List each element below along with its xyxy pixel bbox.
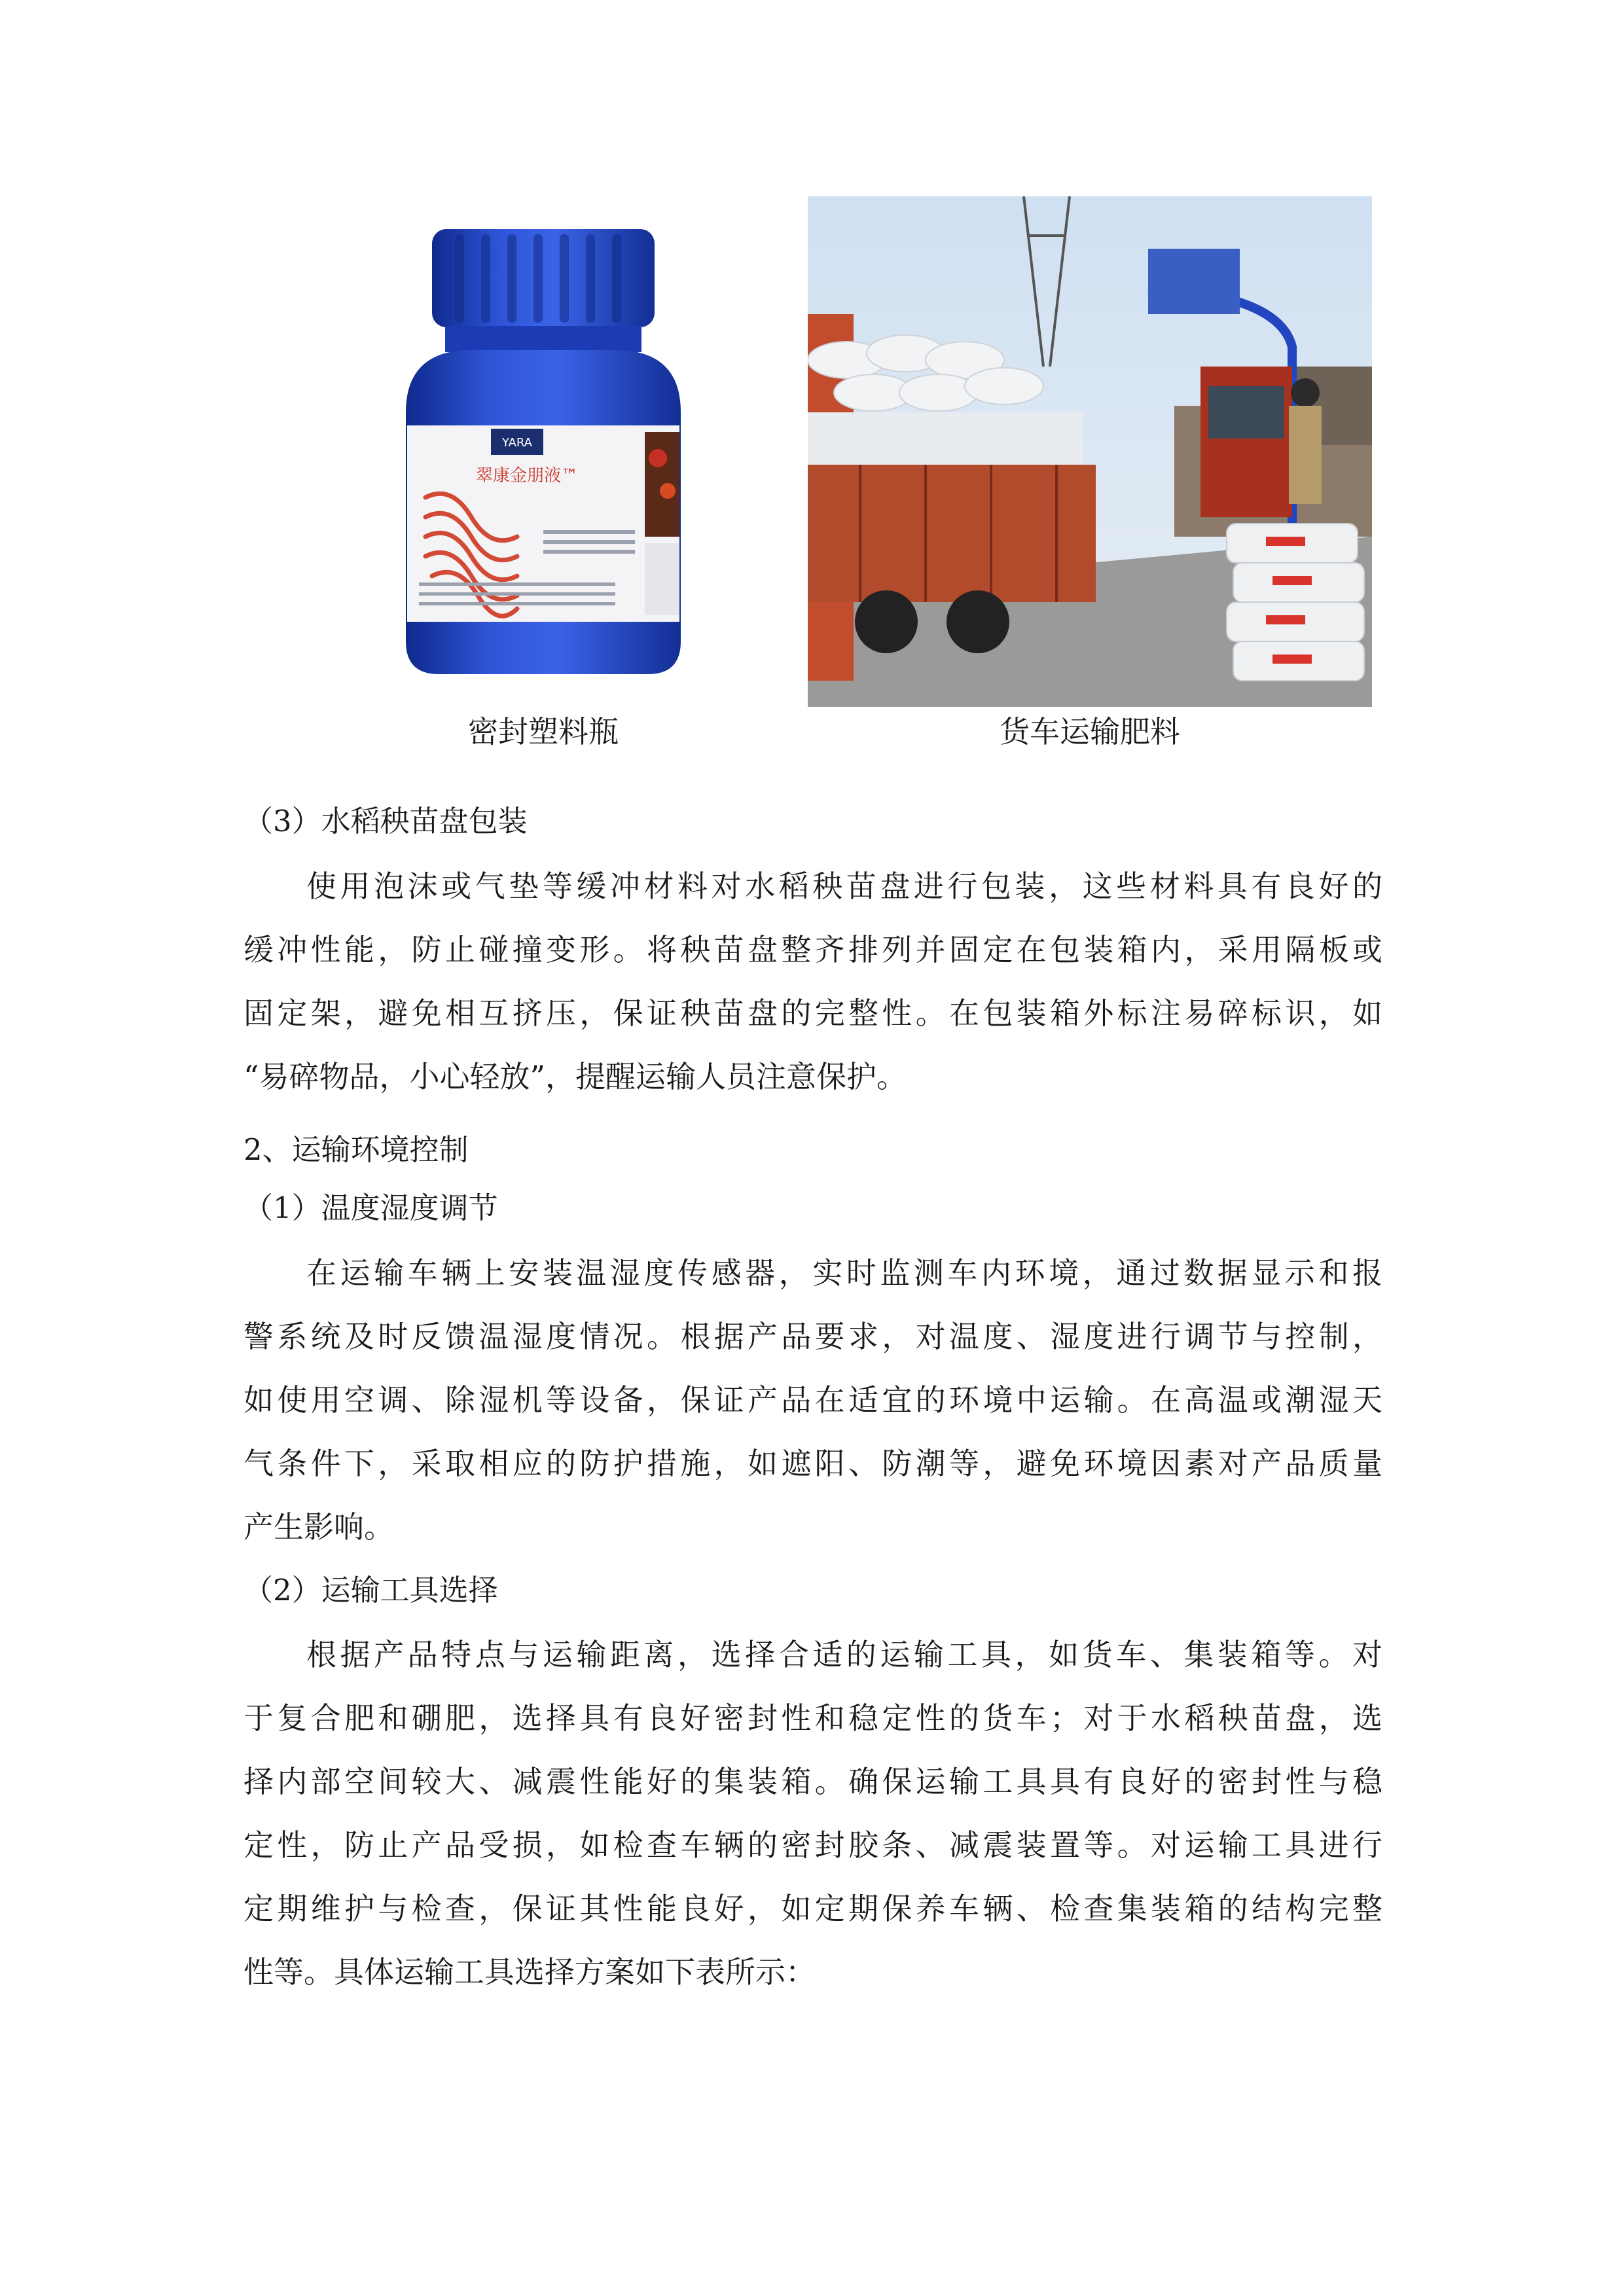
paragraph-line: 在运输车辆上安装温湿度传感器，实时监测车内环境，通过数据显示和报 <box>306 1255 1382 1291</box>
paragraph-line: 警系统及时反馈温湿度情况。根据产品要求，对温度、湿度进行调节与控制， <box>244 1319 1382 1354</box>
truck-figure <box>808 196 1372 707</box>
paragraph-line: 择内部空间较大、减震性能好的集装箱。确保运输工具具有良好的密封性与稳 <box>244 1764 1382 1799</box>
section-3-paragraph <box>244 855 1382 1109</box>
subsection-1-paragraph <box>244 1242 1382 1559</box>
truck-transport-image <box>808 196 1372 707</box>
label-product-name: 翠康金朋液™ <box>475 466 579 486</box>
section-2-heading: 2、运输环境控制 <box>244 1132 469 1167</box>
paragraph-line: 于复合肥和硼肥，选择具有良好密封性和稳定性的货车；对于水稻秧苗盘，选 <box>244 1700 1382 1736</box>
paragraph-line: 如使用空调、除湿机等设备，保证产品在适宜的环境中运输。在高温或潮湿天 <box>244 1382 1382 1418</box>
paragraph-line: 缓冲性能，防止碰撞变形。将秧苗盘整齐排列并固定在包装箱内，采用隔板或 <box>244 932 1382 967</box>
paragraph-line: 固定架，避免相互挤压，保证秧苗盘的完整性。在包装箱外标注易碎标识，如 <box>244 996 1382 1031</box>
label-brand: YARA <box>501 436 533 450</box>
plastic-bottle-image <box>393 216 694 687</box>
paragraph-line: 产生影响。 <box>244 1509 394 1545</box>
paragraph-line: 使用泡沫或气垫等缓冲材料对水稻秧苗盘进行包装，这些材料具有良好的 <box>306 869 1382 904</box>
paragraph-line: 根据产品特点与运输距离，选择合适的运输工具，如货车、集装箱等。对 <box>306 1637 1382 1672</box>
paragraph-line: 性等。具体运输工具选择方案如下表所示： <box>244 1954 816 1990</box>
subsection-2-paragraph <box>244 1623 1382 2004</box>
truck-caption: 货车运输肥料 <box>1000 714 1180 749</box>
bottle-caption: 密封塑料瓶 <box>468 714 619 749</box>
section-3-heading: （3）水稻秧苗盘包装 <box>244 804 528 838</box>
paragraph-line: 定性，防止产品受损，如检查车辆的密封胶条、减震装置等。对运输工具进行 <box>244 1827 1382 1863</box>
bottle-figure <box>393 216 694 687</box>
subsection-2-heading: （2）运输工具选择 <box>244 1573 498 1607</box>
paragraph-line: “易碎物品，小心轻放”，提醒运输人员注意保护。 <box>244 1059 907 1094</box>
paragraph-line: 定期维护与检查，保证其性能良好，如定期保养车辆、检查集装箱的结构完整 <box>244 1891 1382 1926</box>
paragraph-line: 气条件下，采取相应的防护措施，如遮阳、防潮等，避免环境因素对产品质量 <box>244 1446 1382 1481</box>
subsection-1-heading: （1）温度湿度调节 <box>244 1191 498 1225</box>
